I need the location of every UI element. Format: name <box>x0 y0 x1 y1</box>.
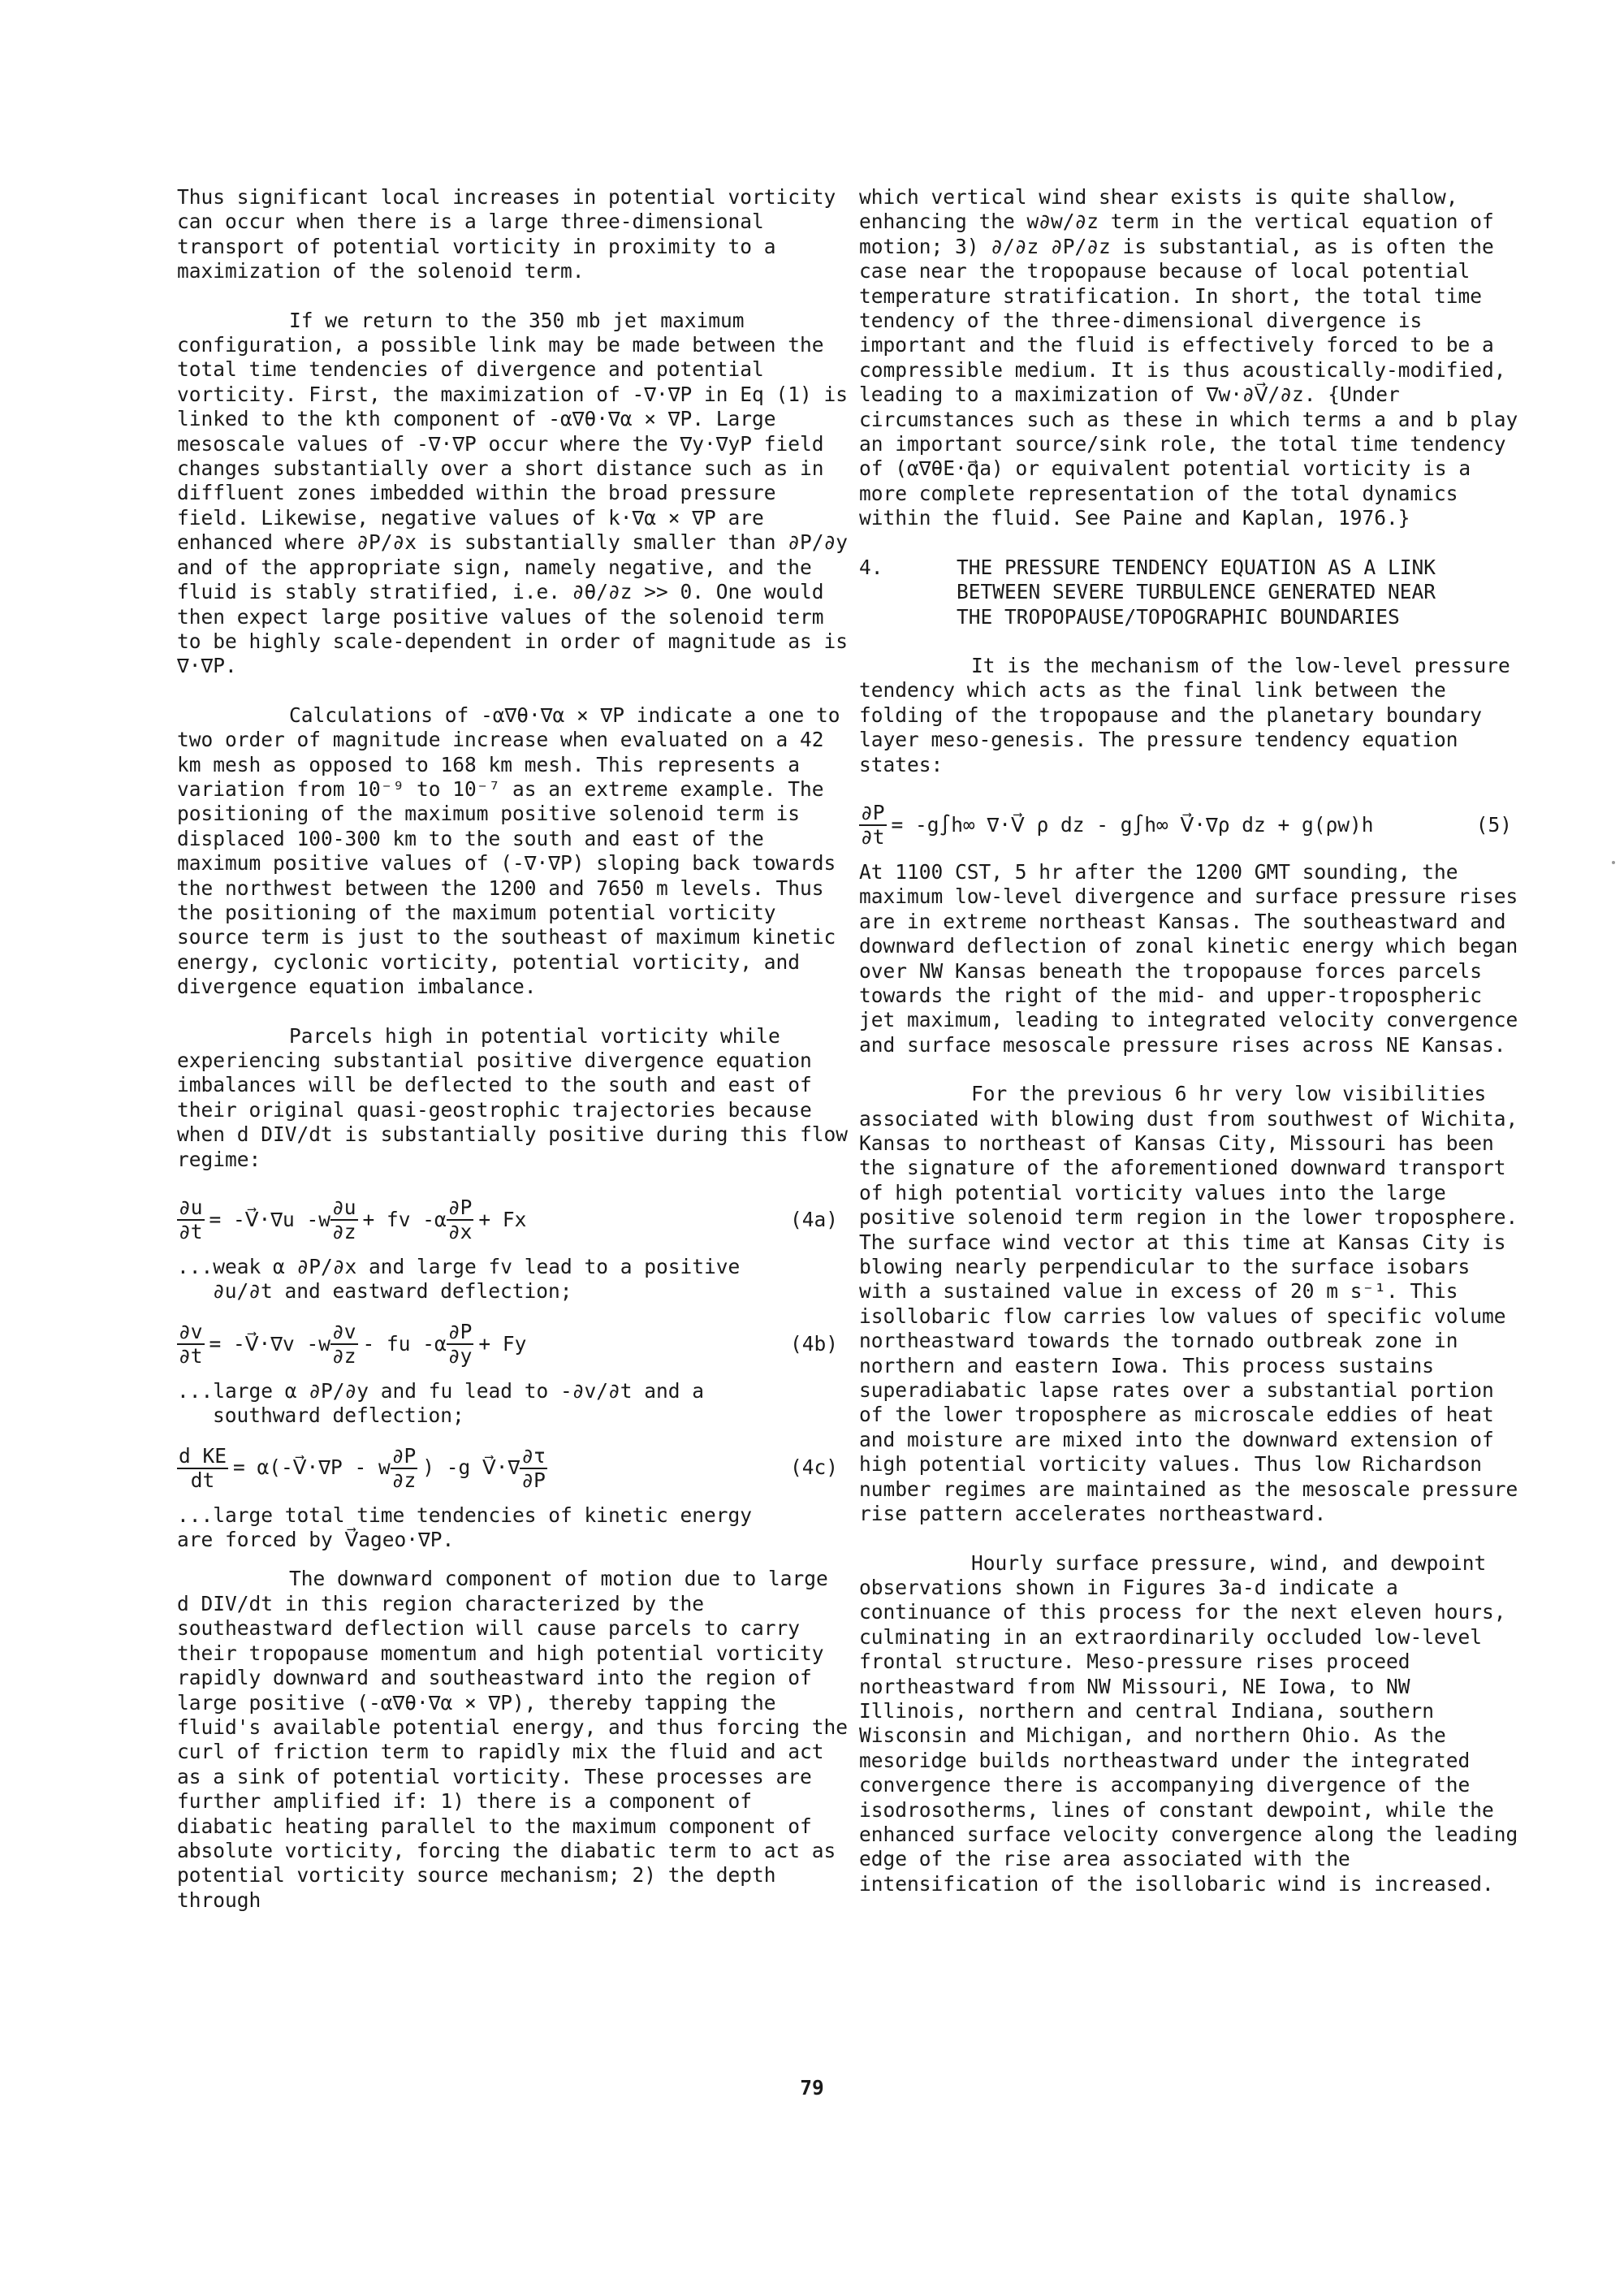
left-column <box>177 185 860 1937</box>
equation-note: ...large α ∂P/∂y and fu lead to -∂v/∂t and a southward deflection; <box>177 1378 705 1428</box>
section-number: 4. <box>859 555 883 579</box>
equation-number: (4b) <box>789 1331 838 1356</box>
equation-note: ...weak α ∂P/∂x and large fv lead to a positive ∂u/∂t and eastward deflection; <box>177 1255 741 1304</box>
equation-4b: $\frac{\partial v}{\partial t}$ = -V⃗·∇v -w $\frac{\partial v}{\partial z}$ - fu -α $\frac{\partial P}{\partial y}$ + Fy (4b) <box>177 1321 851 1368</box>
page-number: 79 <box>800 2076 824 2100</box>
paragraph: which vertical wind shear exists is quite shallow, enhancing the w∂w/∂z term in the vertical equation of motion; 3) ∂/∂z ∂P/∂z is substantial, as is often the case near the tropopause because of local potential temperature stratification. In short, the total time tendency of the three-dimensional divergence is important and the fluid is effectively forced to be a compressible medium. It is thus acoustically-modified, leading to a maximization of ∇w·∂V⃗/∂z. {Under circumstances such as these in which terms a and b play an important source/sink role, the total time tendency of (α∇θE·q⃗a) or equivalent potential vorticity is a more complete representation of the total dynamics within the fluid. See Paine and Kaplan, 1976.} <box>859 185 1531 530</box>
equation-number: (4a) <box>789 1207 838 1231</box>
paragraph: Parcels high in potential vorticity while experiencing substantial positive divergence equation imbalances will be deflected to the south and east of their original quasi-geostrophic trajectories because when d DIV/dt is substantially positive during this flow regime: <box>177 1023 860 1171</box>
paragraph: It is the mechanism of the low-level pressure tendency which acts as the final link between the folding of the tropopause and the planetary boundary layer meso-genesis. The pressure tendency equation states: <box>859 653 1522 776</box>
section-heading <box>859 556 1525 629</box>
equation-note: ...large total time tendencies of kinetic energy are forced by V⃗ageo·∇P. <box>177 1503 753 1552</box>
paragraph: Thus significant local increases in potential vorticity can occur when there is a large three-dimensional transport of potential vorticity in proximity to a maximization of the solenoid term. <box>177 185 849 283</box>
equation-4a: $\frac{\partial u}{\partial t}$ = -V⃗·∇u -w $\frac{\partial u}{\partial z}$ + fv -α $\frac{\partial P}{\partial x}$ + Fx (4a) <box>177 1196 851 1243</box>
scan-speck <box>1612 861 1615 864</box>
paragraph: At 1100 CST, 5 hr after the 1200 GMT sounding, the maximum low-level divergence and surface pressure rises are in extreme northeast Kansas. The southeastward and downward deflection of zonal kinetic energy which began over NW Kansas beneath the tropopause forces parcels towards the right of the mid- and upper-tropospheric jet maximum, leading to integrated velocity convergence and surface mesoscale pressure rises across NE Kansas. <box>859 859 1531 1057</box>
paragraph: Hourly surface pressure, wind, and dewpoint observations shown in Figures 3a-d indicate a continuance of this process for the next eleven hours, culminating in an extraordinarily occluded low-level frontal structure. Meso-pressure rises proceed northeastward from NW Missouri, NE Iowa, to NW Illinois, northern and central Indiana, southern Wisconsin and Michigan, and northern Ohio. As the mesoridge builds northeastward under the integrated convergence there is accompanying divergence of the isodrosotherms, lines of constant dewpoint, while the enhanced surface velocity convergence along the leading edge of the rise area associated with the intensification of the isollobaric wind is increased. <box>859 1550 1531 1896</box>
paragraph: If we return to the 350 mb jet maximum configuration, a possible link may be made between the total time tendencies of divergence and potential vorticity. First, the maximization of -∇·∇P in Eq (1) is linked to the kth component of -α∇θ·∇α × ∇P. Large mesoscale values of -∇·∇P occur where the ∇y·∇yP field changes substantially over a short distance such as in diffluent zones imbedded within the broad pressure field. Likewise, negative values of k·∇α × ∇P are enhanced where ∂P/∂x is substantially smaller than ∂P/∂y and of the appropriate sign, namely negative, and the fluid is stably stratified, i.e. ∂θ/∂z >> 0. One would then expect large positive values of the solenoid term to be highly scale-dependent in order of magnitude as is ∇·∇P. <box>177 308 860 678</box>
paragraph: The downward component of motion due to large d DIV/dt in this region characterized by the southeastward deflection will cause parcels to carry their tropopause momentum and high potential vorticity rapidly downward and southeastward into the region of large positive (-α∇θ·∇α × ∇P), thereby tapping the fluid's available potential energy, and thus forcing the curl of friction term to rapidly mix the fluid and act as a sink of potential vorticity. These processes are further amplified if: 1) there is a component of diabatic heating parallel to the maximum component of absolute vorticity, forcing the diabatic term to act as potential vorticity source mechanism; 2) the depth through <box>177 1567 860 1912</box>
section-title: THE PRESSURE TENDENCY EQUATION AS A LINK BETWEEN SEVERE TURBULENCE GENERATED NEAR THE TROPOPAUSE/TOPOGRAPHIC BOUNDARIES <box>957 555 1436 629</box>
equation-5: $\frac{\partial P}{\partial t}$ = -g∫h∞ ∇·V⃗ ρ dz - g∫h∞ V⃗·∇ρ dz + g(ρw)h (5) <box>859 802 1525 849</box>
paragraph: Calculations of -α∇θ·∇α × ∇P indicate a one to two order of magnitude increase when evaluated on a 42 km mesh as opposed to 168 km mesh. This represents a variation from 10⁻⁹ to 10⁻⁷ as an extreme example. The positioning of the maximum positive solenoid term is displaced 100-300 km to the south and east of the maximum positive values of (-∇·∇P) sloping back towards the northwest between the 1200 and 7650 m levels. Thus the positioning of the maximum potential vorticity source term is just to the southeast of maximum kinetic energy, cyclonic vorticity, potential vorticity, and divergence equation imbalance. <box>177 703 853 999</box>
equation-number: (4c) <box>789 1455 838 1480</box>
paragraph: For the previous 6 hr very low visibilities associated with blowing dust from southwest of Wichita, Kansas to northeast of Kansas City, Missouri has been the signature of the aforementioned downward transport of high potential vorticity values into the large positive solenoid term region in the lower troposphere. The surface wind vector at this time at Kansas City is blowing nearly perpendicular to the surface isobars with a sustained value in excess of 20 m s⁻¹. This isollobaric flow carries low values of specific volume northeastward towards the tornado outbreak zone in northern and eastern Iowa. This process sustains superadiabatic lapse rates over a substantial portion of the lower troposphere as microscale eddies of heat and moisture are mixed into the downward extension of high potential vorticity values. Thus low Richardson number regimes are maintained as the mesoscale pressure rise pattern accelerates northeastward. <box>859 1082 1531 1526</box>
equation-number: (5) <box>1475 812 1512 837</box>
equation-4c: $\frac{\text{d KE}}{dt}$ = α(-V⃗·∇P - w $\frac{\partial P}{\partial z}$ ) -g V⃗·∇ $\frac{\partial\tau}{\partial P}$ (4c) <box>177 1445 851 1492</box>
right-column <box>859 185 1531 1921</box>
